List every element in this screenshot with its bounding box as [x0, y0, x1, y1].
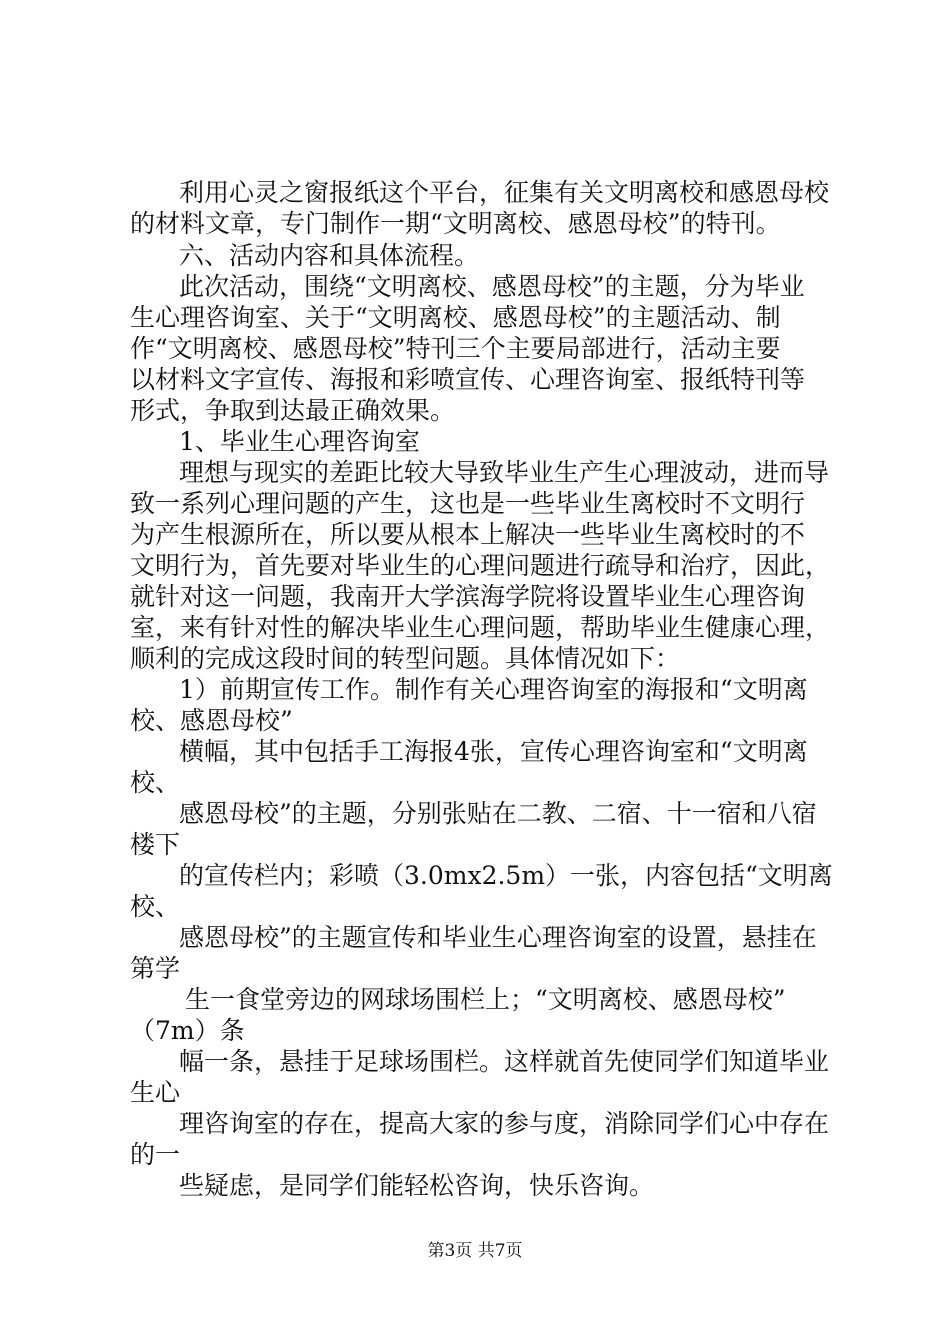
body-line: 生心理咨询室、关于“文明离校、感恩母校”的主题活动、制 — [130, 303, 781, 332]
body-line: 感恩母校”的主题，分别张贴在二教、二宿、十一宿和八宿 — [179, 799, 817, 828]
body-line: 幅一条，悬挂于足球场围栏。这样就首先使同学们知道毕业 — [179, 1047, 830, 1076]
body-line: 作“文明离校、感恩母校”特刊三个主要局部进行，活动主要 — [130, 334, 781, 363]
body-line: 六、活动内容和具体流程。 — [179, 241, 480, 270]
body-line: 室，来有针对性的解决毕业生心理问题，帮助毕业生健康心理， — [130, 613, 831, 642]
body-line: 生心 — [130, 1078, 181, 1107]
body-line: 为产生根源所在，所以要从根本上解决一些毕业生离校时的不 — [130, 520, 806, 549]
body-line: 校、 — [130, 768, 181, 797]
body-line: 的材料文章，专门制作一期“文明离校、感恩母校”的特刊。 — [130, 209, 781, 238]
body-line: 此次活动，围绕“文明离校、感恩母校”的主题，分为毕业 — [179, 272, 805, 301]
body-line: 理想与现实的差距比较大导致毕业生产生心理波动，进而导 — [179, 458, 830, 487]
body-line: 楼下 — [130, 830, 181, 859]
body-line: 致一系列心理问题的产生，这也是一些毕业生离校时不文明行 — [130, 489, 806, 518]
section-heading: 1、毕业生心理咨询室 — [179, 427, 420, 456]
body-line: 生一食堂旁边的网球场围栏上；“文明离校、感恩母校” — [185, 985, 786, 1014]
body-line: 的宣传栏内；彩喷（3.0mx2.5m）一张，内容包括“文明离 — [179, 861, 833, 890]
body-line: 横幅，其中包括手工海报4张，宣传心理咨询室和“文明离 — [179, 737, 808, 766]
body-line: 形式，争取到达最正确效果。 — [130, 396, 456, 425]
page-number: 第3页 共7页 — [427, 1241, 523, 1261]
body-line: 利用心灵之窗报纸这个平台，征集有关文明离校和感恩母校 — [179, 178, 830, 207]
body-line: 第学 — [130, 954, 181, 983]
body-line: （7m）条 — [130, 1016, 245, 1045]
body-line: 理咨询室的存在，提高大家的参与度，消除同学们心中存在 — [179, 1109, 830, 1138]
body-line: 校、感恩母校” — [130, 706, 293, 735]
body-line: 顺利的完成这段时间的转型问题。具体情况如下： — [130, 644, 681, 673]
body-line: 的一 — [130, 1140, 181, 1169]
body-line: 1）前期宣传工作。制作有关心理咨询室的海报和“文明离 — [179, 675, 808, 704]
body-line: 校、 — [130, 892, 181, 921]
body-line: 文明行为，首先要对毕业生的心理问题进行疏导和治疗，因此， — [130, 551, 831, 580]
body-line: 以材料文字宣传、海报和彩喷宣传、心理咨询室、报纸特刊等 — [130, 365, 806, 394]
body-line: 就针对这一问题，我南开大学滨海学院将设置毕业生心理咨询 — [130, 582, 806, 611]
body-line: 感恩母校”的主题宣传和毕业生心理咨询室的设置，悬挂在 — [179, 923, 817, 952]
body-line: 些疑虑，是同学们能轻松咨询，快乐咨询。 — [179, 1171, 655, 1200]
